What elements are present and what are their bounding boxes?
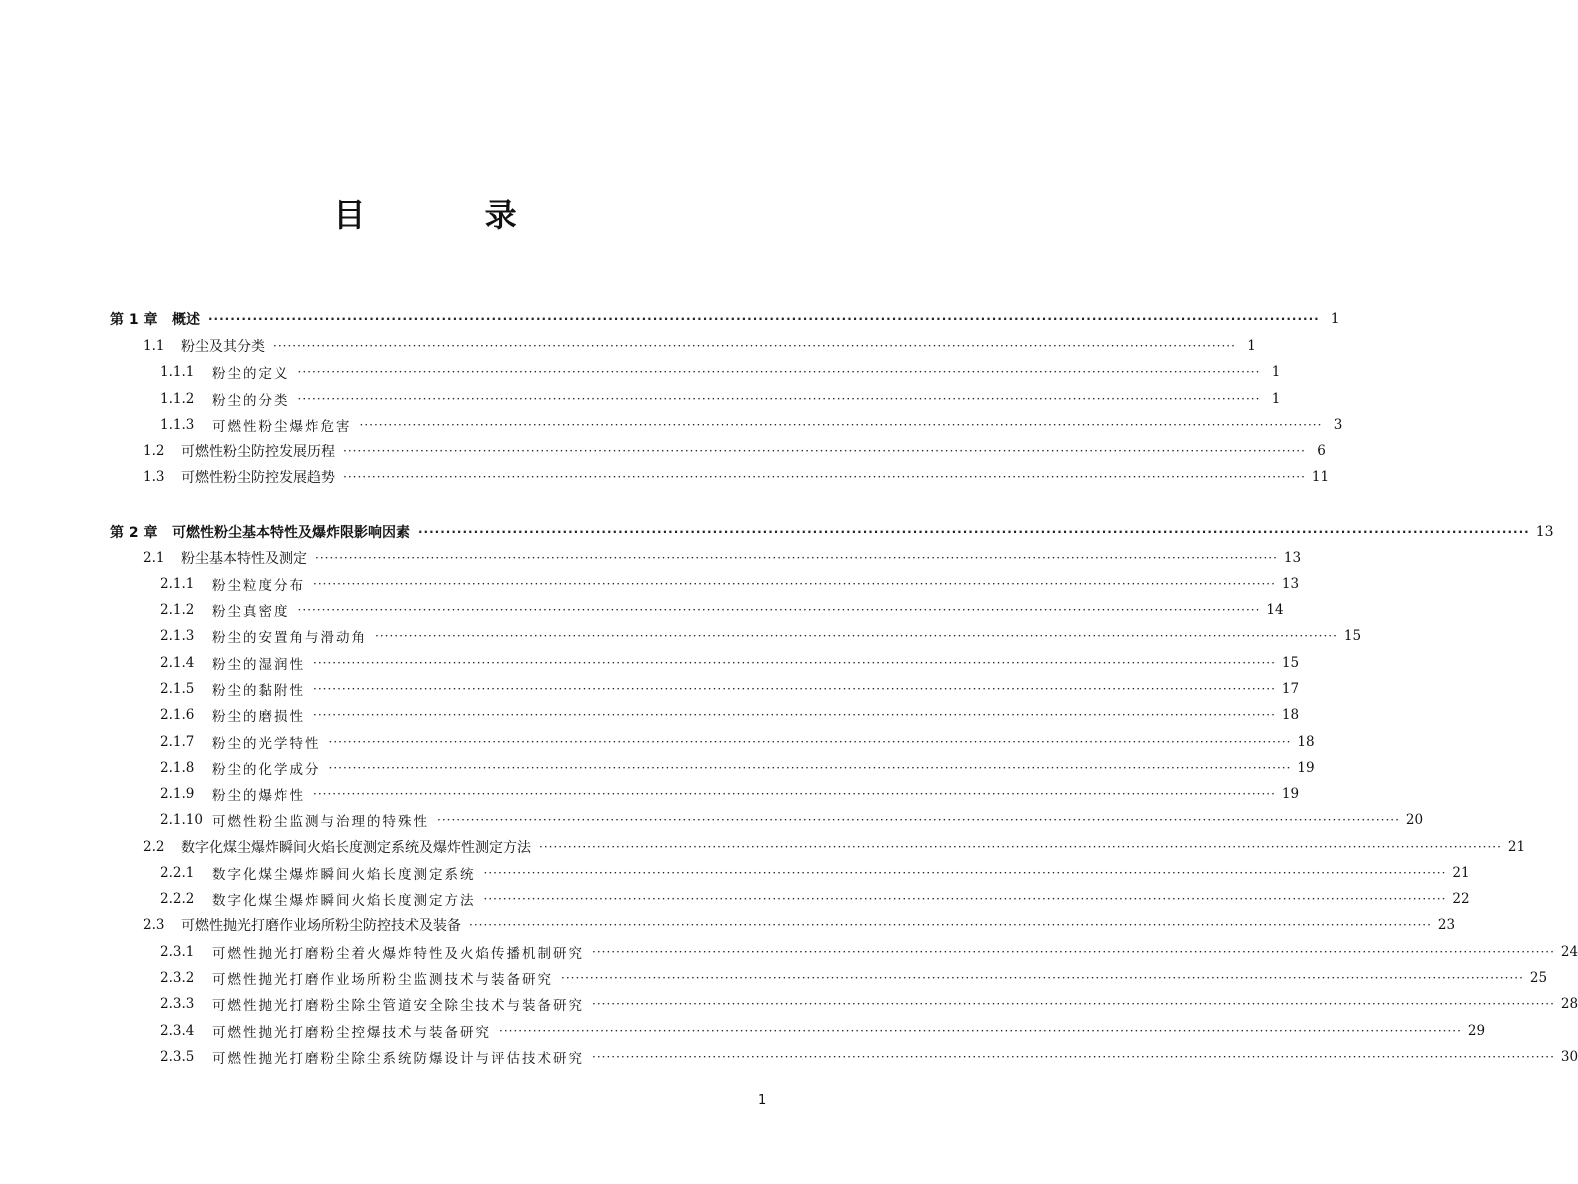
toc-entry-number: 2.3.4 bbox=[160, 1023, 195, 1039]
toc-section-entry[interactable] bbox=[0, 438, 1326, 464]
toc-entry-title: 可燃性粉尘基本特性及爆炸限影响因素 bbox=[172, 525, 410, 541]
toc-entry-title: 数字化煤尘爆炸瞬间火焰长度测定系统 bbox=[212, 867, 476, 883]
toc-entry-page: 14 bbox=[1266, 602, 1284, 618]
toc-leader-dots: ········································································································································································································ bbox=[418, 525, 1530, 539]
toc-entry-title: 可燃性粉尘防控发展历程 bbox=[181, 444, 335, 460]
toc-subsection-entry[interactable] bbox=[0, 939, 1578, 965]
toc-leader-dots: ········································································································································································································ bbox=[297, 392, 1261, 406]
toc-entry-number: 1.3 bbox=[143, 469, 165, 485]
toc-entry-page: 13 bbox=[1535, 524, 1554, 540]
toc-subsection-entry[interactable] bbox=[0, 781, 1300, 807]
toc-entry-number: 第 2 章 bbox=[110, 525, 158, 541]
toc-section-entry[interactable] bbox=[0, 912, 1456, 938]
toc-entry-page: 13 bbox=[1283, 550, 1302, 566]
toc-section-entry[interactable] bbox=[0, 464, 1330, 490]
toc-leader-dots: ········································································································································································································ bbox=[469, 918, 1432, 932]
toc-subsection-entry[interactable] bbox=[0, 965, 1548, 991]
toc-leader-dots: ········································································································································································································ bbox=[499, 1024, 1462, 1038]
toc-entry-title: 可燃性抛光打磨作业场所粉尘监测技术与装备研究 bbox=[212, 972, 553, 988]
toc-entry-title: 粉尘的湿润性 bbox=[212, 657, 305, 673]
toc-entry-page: 1 bbox=[1271, 391, 1281, 407]
toc-leader-dots: ········································································································································································································ bbox=[315, 551, 1278, 565]
toc-leader-dots: ········································································································································································································ bbox=[359, 418, 1323, 432]
toc-entry-number: 2.2.1 bbox=[160, 865, 195, 881]
toc-entry-number: 2.1.9 bbox=[160, 786, 195, 802]
toc-leader-dots: ········································································································································································································ bbox=[313, 656, 1276, 670]
page-title: 目 录 bbox=[333, 196, 571, 234]
toc-leader-dots: ········································································································································································································ bbox=[313, 708, 1276, 722]
toc-section-entry[interactable] bbox=[0, 834, 1526, 860]
toc-entry-page: 24 bbox=[1560, 944, 1578, 960]
toc-subsection-entry[interactable] bbox=[0, 1018, 1486, 1044]
toc-section-entry[interactable] bbox=[0, 545, 1302, 571]
toc-subsection-entry[interactable] bbox=[0, 412, 1343, 438]
toc-leader-dots: ········································································································································································································ bbox=[313, 682, 1276, 696]
toc-entry-page: 13 bbox=[1281, 576, 1300, 592]
toc-entry-page: 1 bbox=[1330, 311, 1340, 327]
toc-entry-number: 2.1 bbox=[143, 550, 165, 566]
toc-entry-page: 15 bbox=[1281, 655, 1300, 671]
toc-entry-page: 30 bbox=[1560, 1049, 1578, 1065]
toc-entry-page: 25 bbox=[1529, 970, 1548, 986]
toc-leader-dots: ········································································································································································································ bbox=[208, 312, 1320, 326]
toc-subsection-entry[interactable] bbox=[0, 860, 1470, 886]
toc-entry-title: 概述 bbox=[172, 312, 200, 328]
toc-leader-dots: ········································································································································································································ bbox=[313, 787, 1276, 801]
toc-leader-dots: ········································································································································································································ bbox=[483, 866, 1447, 880]
toc-entry-number: 2.2.2 bbox=[160, 891, 195, 907]
toc-entry-title: 粉尘的安置角与滑动角 bbox=[212, 630, 367, 646]
toc-leader-dots: ········································································································································································································ bbox=[539, 840, 1502, 854]
toc-entry-title: 数字化煤尘爆炸瞬间火焰长度测定系统及爆炸性测定方法 bbox=[181, 840, 531, 856]
toc-entry-title: 可燃性抛光打磨粉尘除尘系统防爆设计与评估技术研究 bbox=[212, 1051, 584, 1067]
toc-section-entry[interactable] bbox=[0, 333, 1256, 359]
toc-entry-number: 2.3.2 bbox=[160, 970, 195, 986]
toc-leader-dots: ········································································································································································································ bbox=[592, 1050, 1555, 1064]
toc-entry-number: 2.1.4 bbox=[160, 655, 195, 671]
toc-chapter-entry[interactable] bbox=[0, 306, 1340, 332]
toc-entry-title: 可燃性抛光打磨粉尘控爆技术与装备研究 bbox=[212, 1025, 491, 1041]
toc-entry-page: 20 bbox=[1405, 812, 1424, 828]
page-number: 1 bbox=[758, 1093, 767, 1108]
toc-leader-dots: ········································································································································································································ bbox=[343, 444, 1306, 458]
toc-entry-number: 2.3.1 bbox=[160, 944, 195, 960]
toc-entry-number: 2.2 bbox=[143, 839, 165, 855]
toc-entry-page: 11 bbox=[1311, 469, 1330, 485]
toc-entry-number: 2.1.10 bbox=[160, 812, 203, 828]
toc-entry-number: 2.1.1 bbox=[160, 576, 195, 592]
toc-entry-number: 2.3.3 bbox=[160, 996, 195, 1012]
toc-subsection-entry[interactable] bbox=[0, 597, 1284, 623]
toc-entry-title: 粉尘的分类 bbox=[212, 393, 290, 409]
toc-entry-number: 1.1.3 bbox=[160, 417, 195, 433]
toc-entry-number: 1.1 bbox=[143, 338, 165, 354]
toc-entry-page: 29 bbox=[1467, 1023, 1486, 1039]
toc-subsection-entry[interactable] bbox=[0, 755, 1315, 781]
toc-leader-dots: ········································································································································································································ bbox=[328, 735, 1292, 749]
toc-leader-dots: ········································································································································································································ bbox=[561, 971, 1524, 985]
toc-subsection-entry[interactable] bbox=[0, 991, 1578, 1017]
toc-entry-number: 1.1.2 bbox=[160, 391, 195, 407]
toc-entry-page: 15 bbox=[1343, 628, 1362, 644]
toc-subsection-entry[interactable] bbox=[0, 729, 1315, 755]
toc-entry-title: 粉尘及其分类 bbox=[181, 339, 265, 355]
toc-chapter-entry[interactable] bbox=[0, 519, 1554, 545]
toc-leader-dots: ········································································································································································································ bbox=[297, 603, 1261, 617]
toc-leader-dots: ········································································································································································································ bbox=[483, 892, 1447, 906]
toc-subsection-entry[interactable] bbox=[0, 807, 1424, 833]
toc-entry-page: 1 bbox=[1247, 338, 1256, 354]
toc-entry-title: 粉尘真密度 bbox=[212, 604, 290, 620]
toc-subsection-entry[interactable] bbox=[0, 886, 1470, 912]
toc-leader-dots: ········································································································································································································ bbox=[592, 997, 1555, 1011]
toc-leader-dots: ········································································································································································································ bbox=[273, 339, 1236, 353]
toc-entry-title: 粉尘的光学特性 bbox=[212, 736, 321, 752]
toc-entry-number: 2.1.6 bbox=[160, 707, 195, 723]
toc-entry-title: 粉尘基本特性及测定 bbox=[181, 551, 307, 567]
toc-entry-page: 19 bbox=[1297, 760, 1315, 776]
toc-subsection-entry[interactable] bbox=[0, 1044, 1578, 1070]
toc-entry-page: 17 bbox=[1281, 681, 1300, 697]
toc-entry-number: 2.1.7 bbox=[160, 734, 195, 750]
toc-entry-page: 18 bbox=[1281, 707, 1300, 723]
toc-entry-page: 28 bbox=[1560, 996, 1578, 1012]
toc-entry-title: 粉尘的磨损性 bbox=[212, 709, 305, 725]
toc-entry-page: 6 bbox=[1317, 443, 1326, 459]
toc-entry-page: 23 bbox=[1437, 917, 1456, 933]
toc-entry-number: 1.1.1 bbox=[160, 364, 195, 380]
toc-leader-dots: ········································································································································································································ bbox=[343, 470, 1306, 484]
toc-entry-title: 粉尘的化学成分 bbox=[212, 762, 321, 778]
toc-subsection-entry[interactable] bbox=[0, 359, 1281, 385]
toc-subsection-entry[interactable] bbox=[0, 676, 1300, 702]
toc-leader-dots: ········································································································································································································ bbox=[375, 629, 1338, 643]
toc-entry-number: 2.1.2 bbox=[160, 602, 195, 618]
toc-entry-title: 粉尘的爆炸性 bbox=[212, 788, 305, 804]
toc-subsection-entry[interactable] bbox=[0, 650, 1300, 676]
toc-entry-title: 粉尘的定义 bbox=[212, 366, 290, 382]
toc-entry-number: 2.3.5 bbox=[160, 1049, 195, 1065]
toc-entry-title: 可燃性粉尘监测与治理的特殊性 bbox=[212, 814, 429, 830]
toc-entry-title: 可燃性抛光打磨作业场所粉尘防控技术及装备 bbox=[181, 918, 461, 934]
toc-leader-dots: ········································································································································································································ bbox=[297, 365, 1261, 379]
toc-subsection-entry[interactable] bbox=[0, 702, 1300, 728]
toc-leader-dots: ········································································································································································································ bbox=[328, 761, 1292, 775]
toc-entry-number: 2.1.8 bbox=[160, 760, 195, 776]
toc-entry-number: 1.2 bbox=[143, 443, 165, 459]
toc-entry-number: 2.3 bbox=[143, 917, 165, 933]
toc-entry-page: 22 bbox=[1452, 891, 1470, 907]
toc-subsection-entry[interactable] bbox=[0, 623, 1362, 649]
toc-entry-page: 21 bbox=[1507, 839, 1526, 855]
toc-entry-page: 18 bbox=[1297, 734, 1315, 750]
toc-entry-number: 2.1.3 bbox=[160, 628, 195, 644]
toc-entry-title: 可燃性抛光打磨粉尘着火爆炸特性及火焰传播机制研究 bbox=[212, 946, 584, 962]
toc-entry-title: 可燃性粉尘爆炸危害 bbox=[212, 419, 352, 435]
toc-entry-page: 1 bbox=[1271, 364, 1281, 380]
toc-leader-dots: ········································································································································································································ bbox=[437, 813, 1400, 827]
toc-entry-number: 2.1.5 bbox=[160, 681, 195, 697]
toc-subsection-entry[interactable] bbox=[0, 386, 1281, 412]
toc-entry-title: 可燃性抛光打磨粉尘除尘管道安全除尘技术与装备研究 bbox=[212, 998, 584, 1014]
toc-entry-number: 第 1 章 bbox=[110, 312, 158, 328]
toc-leader-dots: ········································································································································································································ bbox=[592, 945, 1555, 959]
toc-leader-dots: ········································································································································································································ bbox=[313, 577, 1276, 591]
toc-entry-title: 粉尘粒度分布 bbox=[212, 578, 305, 594]
toc-entry-page: 3 bbox=[1333, 417, 1343, 433]
toc-entry-page: 19 bbox=[1281, 786, 1300, 802]
toc-entry-page: 21 bbox=[1452, 865, 1470, 881]
toc-entry-title: 粉尘的黏附性 bbox=[212, 683, 305, 699]
toc-subsection-entry[interactable] bbox=[0, 571, 1300, 597]
toc-entry-title: 数字化煤尘爆炸瞬间火焰长度测定方法 bbox=[212, 893, 476, 909]
toc-entry-title: 可燃性粉尘防控发展趋势 bbox=[181, 470, 335, 486]
